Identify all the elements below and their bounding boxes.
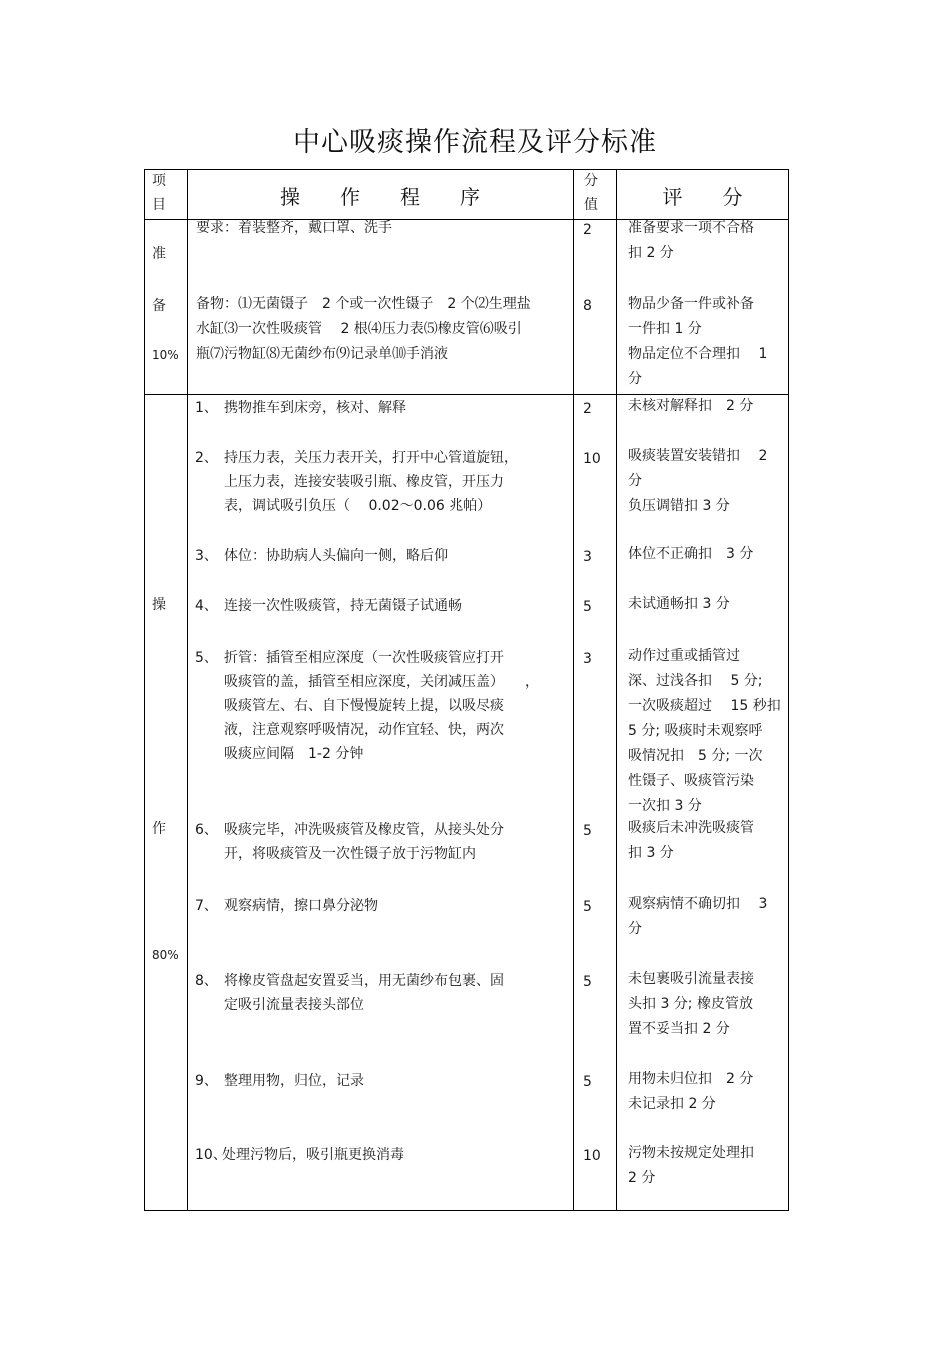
step-score: 5: [583, 1074, 592, 1090]
step-score: 10: [583, 451, 601, 467]
step-eval-line: 5 分; 吸痰时未观察呼: [628, 723, 763, 739]
step-eval-line: 性镊子、吸痰管污染: [628, 773, 754, 789]
step-text-line: 吸痰管的盖，插管至相应深度，关闭减压盖） ，: [224, 674, 539, 690]
step-number: 2、: [195, 450, 218, 466]
step-score: 5: [583, 599, 592, 615]
step-eval-line: 2 分: [628, 1170, 656, 1186]
prep-requirement-eval: 准备要求一项不合格: [628, 220, 754, 236]
step-eval-line: 深、过浅各扣 5 分;: [628, 673, 763, 689]
step-score: 2: [583, 401, 592, 417]
prep-percent: 10%: [152, 348, 179, 362]
step-text-line: 开，将吸痰管及一次性镊子放于污物缸内: [224, 846, 476, 862]
step-eval-line: 分: [628, 921, 642, 937]
operation-category-1: 操: [152, 597, 166, 613]
prep-requirement-eval: 扣 2 分: [628, 245, 674, 261]
step-text-line: 观察病情，擦口鼻分泌物: [224, 898, 378, 914]
step-number: 6、: [195, 822, 218, 838]
step-text-line: 表，调试吸引负压（ 0.02～0.06 兆帕）: [224, 498, 492, 514]
step-number: 9、: [195, 1073, 218, 1089]
step-text-line: 液，注意观察呼吸情况，动作宜轻、快，两次: [224, 722, 504, 738]
step-text-line: 体位：协助病人头偏向一侧，略后仰: [224, 548, 448, 564]
prep-category-1: 准: [152, 246, 166, 262]
step-eval-line: 吸痰装置安装错扣 2: [628, 448, 768, 464]
prep-items-line: 备物：⑴无菌镊子 2 个或一次性镊子 2 个⑵生理盐: [196, 296, 531, 312]
step-eval-line: 未包裹吸引流量表接: [628, 971, 754, 987]
step-text-line: 携物推车到床旁，核对、解释: [224, 400, 406, 416]
prep-items-eval: 一件扣 1 分: [628, 321, 702, 337]
step-eval-line: 扣 3 分: [628, 845, 674, 861]
step-eval-line: 观察病情不确切扣 3: [628, 896, 768, 912]
prep-items-score: 8: [583, 298, 592, 314]
step-text-line: 持压力表，关压力表开关，打开中心管道旋钮，: [224, 450, 518, 466]
operation-percent: 80%: [152, 948, 179, 962]
step-score: 3: [583, 549, 592, 565]
prep-items-line: 水缸⑶一次性吸痰管 2 根⑷压力表⑸橡皮管⑹吸引: [196, 321, 522, 337]
header-score-2: 值: [584, 197, 598, 213]
step-eval-line: 污物未按规定处理扣: [628, 1145, 754, 1161]
step-eval-line: 吸情况扣 5 分; 一次: [628, 748, 763, 764]
header-item-1: 项: [152, 173, 166, 189]
step-text-line: 定吸引流量表接头部位: [224, 997, 364, 1013]
header-item-2: 目: [152, 197, 166, 213]
prep-category-2: 备: [152, 298, 166, 314]
step-eval-line: 未记录扣 2 分: [628, 1096, 716, 1112]
step-number: 5、: [195, 650, 218, 666]
step-number: 7、: [195, 898, 218, 914]
step-text-line: 吸痰应间隔 1-2 分钟: [224, 746, 364, 762]
step-text-line: 将橡皮管盘起安置妥当，用无菌纱布包裹、固: [224, 973, 504, 989]
header-procedure: 操 作 程 序: [280, 185, 480, 209]
step-number: 1、: [195, 400, 218, 416]
column-divider: [573, 169, 574, 1211]
step-score: 10: [583, 1148, 601, 1164]
page-title: 中心吸痰操作流程及评分标准: [293, 127, 657, 158]
step-text-line: 折管：插管至相应深度（一次性吸痰管应打开: [224, 650, 504, 666]
step-text-line: 整理用物，归位，记录: [224, 1073, 364, 1089]
step-number: 8、: [195, 973, 218, 989]
step-number: 4、: [195, 598, 218, 614]
column-divider: [187, 169, 188, 1211]
step-number: 3、: [195, 548, 218, 564]
step-eval-line: 头扣 3 分; 橡皮管放: [628, 996, 753, 1012]
step-eval-line: 未核对解释扣 2 分: [628, 398, 754, 414]
step-eval-line: 用物未归位扣 2 分: [628, 1071, 754, 1087]
step-text-line: 上压力表，连接安装吸引瓶、橡皮管，开压力: [224, 474, 504, 490]
step-eval-line: 一次扣 3 分: [628, 798, 702, 814]
prep-items-eval: 物品少备一件或补备: [628, 296, 754, 312]
step-score: 5: [583, 823, 592, 839]
step-score: 5: [583, 974, 592, 990]
step-eval-line: 吸痰后未冲洗吸痰管: [628, 820, 754, 836]
step-number: 10、: [195, 1147, 227, 1163]
column-divider: [616, 169, 617, 1211]
prep-requirement: 要求：着装整齐，戴口罩、洗手: [196, 220, 392, 236]
operation-category-2: 作: [152, 821, 166, 837]
step-eval-line: 负压调错扣 3 分: [628, 498, 730, 514]
step-eval-line: 动作过重或插管过: [628, 648, 740, 664]
step-eval-line: 体位不正确扣 3 分: [628, 546, 754, 562]
prep-items-eval: 分: [628, 371, 642, 387]
header-grading: 评 分: [662, 185, 743, 209]
header-score-1: 分: [584, 173, 598, 189]
step-text-line: 处理污物后，吸引瓶更换消毒: [222, 1147, 404, 1163]
step-score: 3: [583, 651, 592, 667]
step-eval-line: 置不妥当扣 2 分: [628, 1021, 730, 1037]
step-score: 5: [583, 899, 592, 915]
step-eval-line: 一次吸痰超过 15 秒扣: [628, 698, 781, 714]
step-eval-line: 分: [628, 473, 642, 489]
step-text-line: 连接一次性吸痰管，持无菌镊子试通畅: [224, 598, 462, 614]
step-text-line: 吸痰管左、右、自下慢慢旋转上提，以吸尽痰: [224, 698, 504, 714]
prep-items-eval: 物品定位不合理扣 1: [628, 346, 768, 362]
step-eval-line: 未试通畅扣 3 分: [628, 596, 730, 612]
prep-requirement-score: 2: [583, 222, 592, 238]
prep-items-line: 瓶⑺污物缸⑻无菌纱布⑼记录单⑽手消液: [196, 346, 448, 362]
step-text-line: 吸痰完毕，冲洗吸痰管及橡皮管，从接头处分: [224, 822, 504, 838]
